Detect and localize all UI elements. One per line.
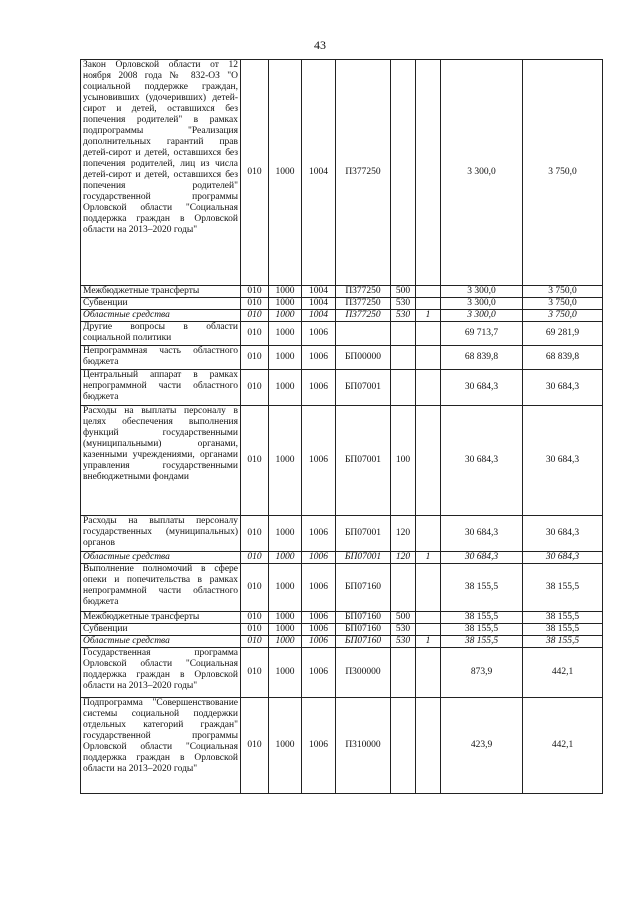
funding-source-code bbox=[416, 322, 441, 346]
subsection-code: 1006 bbox=[302, 516, 336, 552]
ministry-code: 010 bbox=[241, 298, 269, 310]
subsection-code: 1006 bbox=[302, 346, 336, 370]
section-code: 1000 bbox=[269, 60, 302, 286]
amount-year-2: 3 750,0 bbox=[523, 298, 603, 310]
section-code: 1000 bbox=[269, 612, 302, 624]
expense-type-code: 500 bbox=[391, 286, 416, 298]
line-item-name: Субвенции bbox=[81, 298, 241, 310]
table-row bbox=[81, 346, 603, 370]
funding-source-code bbox=[416, 516, 441, 552]
line-item-name: Непрограммная часть областного бюджета bbox=[81, 346, 241, 370]
ministry-code: 010 bbox=[241, 60, 269, 286]
table-row bbox=[81, 648, 603, 698]
funding-source-code bbox=[416, 346, 441, 370]
amount-year-2: 3 750,0 bbox=[523, 310, 603, 322]
line-item-name: Расходы на выплаты персоналу государственных (муниципальных) органов bbox=[81, 516, 241, 552]
expense-type-code: 120 bbox=[391, 516, 416, 552]
table-row bbox=[81, 60, 603, 286]
amount-year-2: 30 684,3 bbox=[523, 406, 603, 516]
line-item-name: Областные средства bbox=[81, 552, 241, 564]
funding-source-code bbox=[416, 624, 441, 636]
subsection-code: 1006 bbox=[302, 406, 336, 516]
subsection-code: 1006 bbox=[302, 698, 336, 794]
ministry-code: 010 bbox=[241, 648, 269, 698]
expense-type-code bbox=[391, 322, 416, 346]
amount-year-1: 38 155,5 bbox=[441, 636, 523, 648]
amount-year-2: 38 155,5 bbox=[523, 612, 603, 624]
section-code: 1000 bbox=[269, 624, 302, 636]
amount-year-2: 30 684,3 bbox=[523, 516, 603, 552]
ministry-code: 010 bbox=[241, 636, 269, 648]
target-item-code: П377250 bbox=[336, 310, 391, 322]
line-item-name: Закон Орловской области от 12 ноября 2008 года № 832-ОЗ "О социальной поддержке граждан, усыновивших (удочеривших) детей-сирот и детей, оставшихся без попечения родителей" в рамках подпрограммы "Реализация дополнительных гарантий прав детей-сирот и детей, оставшихся без попечения родителей, лиц из числа детей-сирот и детей, оставшихся без попечения родителей" государственной программы Орловской области "Социальная поддержка граждан в Орловской области на 2013–2020 годы" bbox=[81, 60, 241, 286]
funding-source-code bbox=[416, 406, 441, 516]
line-item-name: Подпрограмма "Совершенствование системы социальной поддержки отдельных категорий граждан" государственной программы Орловской области "Социальная поддержка граждан в Орловской области на 2013–2020 годы" bbox=[81, 698, 241, 794]
table-row bbox=[81, 516, 603, 552]
subsection-code: 1006 bbox=[302, 552, 336, 564]
target-item-code: БП07160 bbox=[336, 612, 391, 624]
table-row bbox=[81, 322, 603, 346]
line-item-name: Расходы на выплаты персоналу в целях обеспечения выполнения функций государственными (муниципальными) органами, казенными учреждениями, органами управления государственными внебюджетными фондами bbox=[81, 406, 241, 516]
amount-year-2: 3 750,0 bbox=[523, 286, 603, 298]
ministry-code: 010 bbox=[241, 286, 269, 298]
expense-type-code bbox=[391, 370, 416, 406]
amount-year-2: 68 839,8 bbox=[523, 346, 603, 370]
funding-source-code bbox=[416, 612, 441, 624]
ministry-code: 010 bbox=[241, 564, 269, 612]
amount-year-1: 30 684,3 bbox=[441, 370, 523, 406]
target-item-code: П300000 bbox=[336, 648, 391, 698]
target-item-code: П310000 bbox=[336, 698, 391, 794]
amount-year-2: 3 750,0 bbox=[523, 60, 603, 286]
section-code: 1000 bbox=[269, 370, 302, 406]
line-item-name: Субвенции bbox=[81, 624, 241, 636]
line-item-name: Выполнение полномочий в сфере опеки и попечительства в рамках непрограммной части областного бюджета bbox=[81, 564, 241, 612]
table-row bbox=[81, 698, 603, 794]
ministry-code: 010 bbox=[241, 516, 269, 552]
amount-year-1: 3 300,0 bbox=[441, 298, 523, 310]
section-code: 1000 bbox=[269, 322, 302, 346]
subsection-code: 1004 bbox=[302, 60, 336, 286]
expense-type-code: 530 bbox=[391, 310, 416, 322]
subsection-code: 1004 bbox=[302, 286, 336, 298]
table-row bbox=[81, 552, 603, 564]
section-code: 1000 bbox=[269, 516, 302, 552]
section-code: 1000 bbox=[269, 406, 302, 516]
target-item-code: БП07001 bbox=[336, 370, 391, 406]
target-item-code: БП07001 bbox=[336, 406, 391, 516]
ministry-code: 010 bbox=[241, 552, 269, 564]
amount-year-1: 38 155,5 bbox=[441, 612, 523, 624]
ministry-code: 010 bbox=[241, 346, 269, 370]
expense-type-code: 120 bbox=[391, 552, 416, 564]
target-item-code: БП07001 bbox=[336, 552, 391, 564]
section-code: 1000 bbox=[269, 346, 302, 370]
amount-year-1: 873,9 bbox=[441, 648, 523, 698]
line-item-name: Государственная программа Орловской области "Социальная поддержка граждан в Орловской области на 2013–2020 годы" bbox=[81, 648, 241, 698]
section-code: 1000 bbox=[269, 636, 302, 648]
target-item-code: БП07160 bbox=[336, 636, 391, 648]
target-item-code bbox=[336, 322, 391, 346]
amount-year-1: 30 684,3 bbox=[441, 406, 523, 516]
funding-source-code: 1 bbox=[416, 552, 441, 564]
table-row bbox=[81, 636, 603, 648]
amount-year-1: 38 155,5 bbox=[441, 624, 523, 636]
amount-year-1: 69 713,7 bbox=[441, 322, 523, 346]
ministry-code: 010 bbox=[241, 406, 269, 516]
expense-type-code bbox=[391, 564, 416, 612]
target-item-code: БП07001 bbox=[336, 516, 391, 552]
expense-type-code: 100 bbox=[391, 406, 416, 516]
amount-year-1: 68 839,8 bbox=[441, 346, 523, 370]
funding-source-code bbox=[416, 648, 441, 698]
section-code: 1000 bbox=[269, 698, 302, 794]
target-item-code: БП00000 bbox=[336, 346, 391, 370]
ministry-code: 010 bbox=[241, 624, 269, 636]
subsection-code: 1006 bbox=[302, 624, 336, 636]
amount-year-2: 69 281,9 bbox=[523, 322, 603, 346]
table-row bbox=[81, 298, 603, 310]
ministry-code: 010 bbox=[241, 322, 269, 346]
funding-source-code: 1 bbox=[416, 636, 441, 648]
line-item-name: Областные средства bbox=[81, 636, 241, 648]
funding-source-code: 1 bbox=[416, 310, 441, 322]
amount-year-1: 30 684,3 bbox=[441, 516, 523, 552]
line-item-name: Межбюджетные трансферты bbox=[81, 612, 241, 624]
expense-type-code bbox=[391, 60, 416, 286]
amount-year-2: 442,1 bbox=[523, 698, 603, 794]
subsection-code: 1004 bbox=[302, 310, 336, 322]
section-code: 1000 bbox=[269, 564, 302, 612]
amount-year-1: 3 300,0 bbox=[441, 310, 523, 322]
funding-source-code bbox=[416, 564, 441, 612]
budget-table-body bbox=[81, 60, 603, 794]
target-item-code: БП07160 bbox=[336, 624, 391, 636]
subsection-code: 1006 bbox=[302, 636, 336, 648]
budget-table bbox=[80, 59, 603, 794]
table-row bbox=[81, 406, 603, 516]
amount-year-1: 3 300,0 bbox=[441, 60, 523, 286]
expense-type-code bbox=[391, 648, 416, 698]
line-item-name: Межбюджетные трансферты bbox=[81, 286, 241, 298]
amount-year-1: 30 684,3 bbox=[441, 552, 523, 564]
funding-source-code bbox=[416, 298, 441, 310]
line-item-name: Другие вопросы в области социальной политики bbox=[81, 322, 241, 346]
expense-type-code: 530 bbox=[391, 624, 416, 636]
funding-source-code bbox=[416, 370, 441, 406]
subsection-code: 1006 bbox=[302, 370, 336, 406]
table-row bbox=[81, 624, 603, 636]
section-code: 1000 bbox=[269, 648, 302, 698]
table-row bbox=[81, 612, 603, 624]
table-row bbox=[81, 370, 603, 406]
table-row bbox=[81, 286, 603, 298]
target-item-code: П377250 bbox=[336, 298, 391, 310]
amount-year-2: 38 155,5 bbox=[523, 564, 603, 612]
subsection-code: 1006 bbox=[302, 648, 336, 698]
amount-year-1: 423,9 bbox=[441, 698, 523, 794]
section-code: 1000 bbox=[269, 286, 302, 298]
subsection-code: 1006 bbox=[302, 612, 336, 624]
expense-type-code bbox=[391, 346, 416, 370]
funding-source-code bbox=[416, 698, 441, 794]
amount-year-2: 30 684,3 bbox=[523, 370, 603, 406]
expense-type-code: 530 bbox=[391, 298, 416, 310]
amount-year-2: 38 155,5 bbox=[523, 636, 603, 648]
line-item-name: Центральный аппарат в рамках непрограммной части областного бюджета bbox=[81, 370, 241, 406]
expense-type-code bbox=[391, 698, 416, 794]
section-code: 1000 bbox=[269, 310, 302, 322]
subsection-code: 1004 bbox=[302, 298, 336, 310]
expense-type-code: 530 bbox=[391, 636, 416, 648]
amount-year-1: 3 300,0 bbox=[441, 286, 523, 298]
funding-source-code bbox=[416, 60, 441, 286]
amount-year-2: 38 155,5 bbox=[523, 624, 603, 636]
target-item-code: П377250 bbox=[336, 286, 391, 298]
section-code: 1000 bbox=[269, 552, 302, 564]
expense-type-code: 500 bbox=[391, 612, 416, 624]
amount-year-2: 30 684,3 bbox=[523, 552, 603, 564]
ministry-code: 010 bbox=[241, 370, 269, 406]
amount-year-1: 38 155,5 bbox=[441, 564, 523, 612]
table-row bbox=[81, 564, 603, 612]
ministry-code: 010 bbox=[241, 698, 269, 794]
line-item-name: Областные средства bbox=[81, 310, 241, 322]
ministry-code: 010 bbox=[241, 310, 269, 322]
funding-source-code bbox=[416, 286, 441, 298]
target-item-code: БП07160 bbox=[336, 564, 391, 612]
page-number: 43 bbox=[314, 38, 326, 52]
ministry-code: 010 bbox=[241, 612, 269, 624]
subsection-code: 1006 bbox=[302, 322, 336, 346]
target-item-code: П377250 bbox=[336, 60, 391, 286]
subsection-code: 1006 bbox=[302, 564, 336, 612]
section-code: 1000 bbox=[269, 298, 302, 310]
amount-year-2: 442,1 bbox=[523, 648, 603, 698]
table-row bbox=[81, 310, 603, 322]
